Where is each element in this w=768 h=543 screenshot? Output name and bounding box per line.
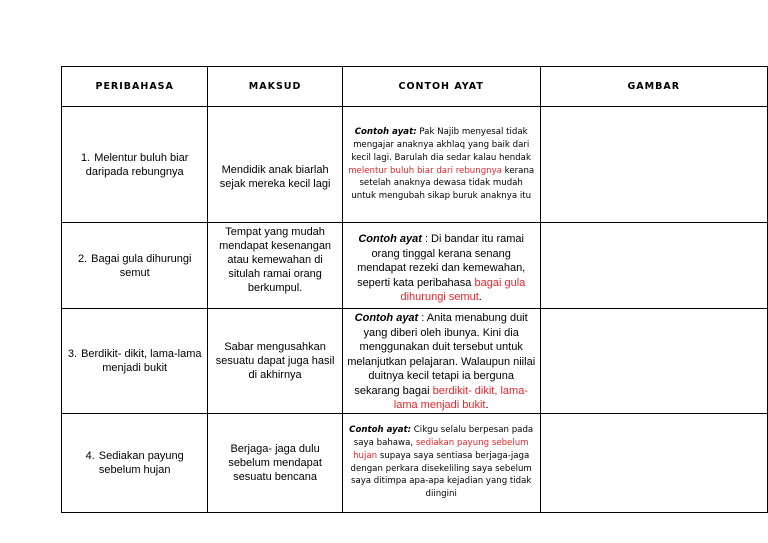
row-number: 3. [67, 347, 78, 360]
contoh-text-after: . [485, 399, 489, 411]
row-number: 2. [77, 252, 88, 265]
peribahasa-cell [62, 309, 208, 414]
contoh-ayat-cell [342, 309, 540, 414]
peribahasa-table [61, 66, 768, 513]
row-number: 1. [81, 151, 91, 164]
peribahasa-cell [62, 107, 208, 223]
contoh-text-before: Pak Najib menyesal tidak mengajar anaknya akhlaq yang baik dari kecil lagi. Barulah dia sedar kalau hendak [351, 127, 531, 163]
contoh-label: Contoh ayat: [349, 425, 412, 436]
contoh-label: Contoh ayat [358, 233, 422, 246]
gambar-cell [540, 223, 767, 309]
peribahasa-highlight: melentur buluh biar dari rebungnya [348, 165, 502, 176]
header-row [62, 67, 768, 107]
contoh-ayat-cell [342, 223, 540, 309]
row-number: 4. [85, 449, 95, 462]
peribahasa-highlight: bagai gula dihurungi semut [400, 276, 526, 304]
contoh-text-before: : Di bandar itu ramai orang tinggal kerana senang mendapat rezeki dan kemewahan, seperti kata peribahasa [357, 233, 526, 289]
contoh-label: Contoh ayat [354, 312, 419, 324]
peribahasa-text: Bagai gula dihurungi semut [91, 252, 192, 279]
peribahasa-text: Melentur buluh biar daripada rebungnya [85, 151, 189, 178]
header-gambar: GAMBAR [540, 67, 767, 107]
peribahasa-text: Berdikit- dikit, lama-lama menjadi bukit [81, 347, 202, 374]
peribahasa-cell [62, 223, 208, 309]
contoh-text-after: . [478, 291, 482, 304]
gambar-cell [540, 413, 767, 512]
peribahasa-highlight: berdikit- dikit, lama-lama menjadi bukit [393, 384, 528, 411]
gambar-cell [540, 107, 767, 223]
contoh-text-after: supaya saya sentiasa berjaga-jaga dengan perkara disekeliling saya sebelum saya ditimpa apa-apa kejadian yang tidak diingini [350, 450, 532, 500]
maksud-cell: Berjaga- jaga dulu sebelum mendapat sesuatu bencana [208, 413, 342, 512]
contoh-text-after: kerana setelah anaknya dewasa tidak mudah untuk mengubah sikap buruk anaknya itu [351, 165, 535, 202]
contoh-ayat-cell [342, 107, 540, 223]
contoh-label: Contoh ayat: [354, 127, 417, 138]
contoh-ayat-cell [342, 413, 540, 512]
gambar-cell [540, 309, 767, 414]
table-row [62, 309, 768, 414]
table-row [62, 107, 768, 223]
contoh-text-before: Cikgu selalu berpesan pada saya bahawa, [353, 425, 534, 448]
header-peribahasa: PERIBAHASA [62, 67, 208, 107]
peribahasa-cell [62, 413, 208, 512]
table-row [62, 223, 768, 309]
maksud-cell: Sabar mengusahkan sesuatu dapat juga hasil di akhirnya [208, 309, 342, 414]
maksud-cell: Tempat yang mudah mendapat kesenangan atau kemewahan di situlah ramai orang berkumpul. [208, 223, 342, 309]
contoh-text-before: : Anita menabung duit yang diberi oleh ibunya. Kini dia menggunakan duit tersebut untuk melanjutkan pelajaran. Walaupun niilai duitnya kecil tetapi ia berguna sekarang bagai [347, 312, 536, 397]
peribahasa-highlight: sediakan payung sebelum hujan [353, 437, 529, 461]
header-maksud: MAKSUD [208, 67, 342, 107]
table-row [62, 413, 768, 512]
maksud-cell: Mendidik anak biarlah sejak mereka kecil lagi [208, 107, 342, 223]
peribahasa-text: Sediakan payung sebelum hujan [98, 449, 184, 476]
header-contoh-ayat: CONTOH AYAT [342, 67, 540, 107]
